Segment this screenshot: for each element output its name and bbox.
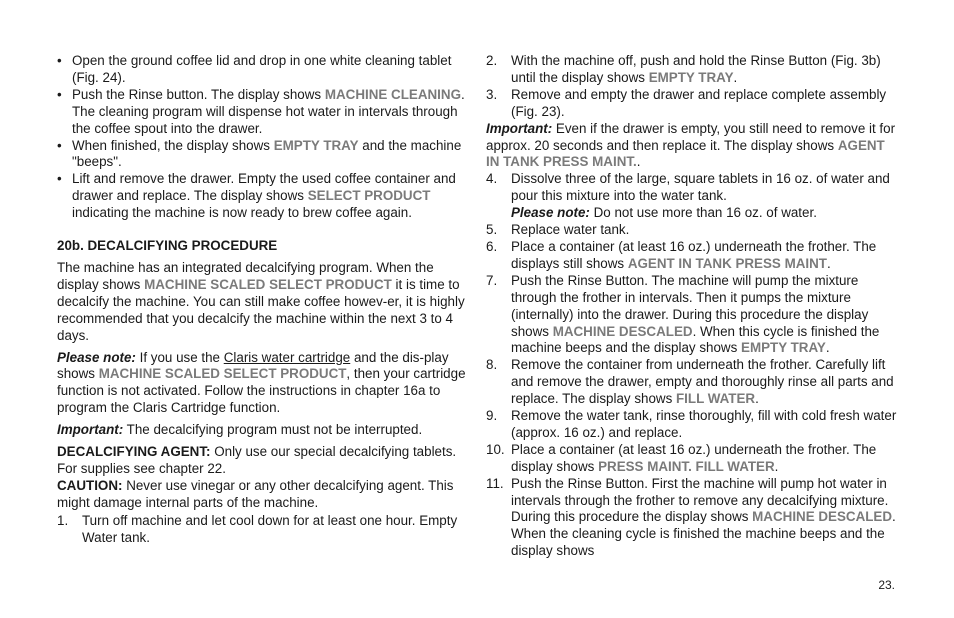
display-message: MACHINE DESCALED bbox=[752, 509, 893, 525]
numbered-step bbox=[486, 442, 900, 476]
text-segment: , then your cartridge function is not activated. Follow the instructions in chapter 16a to program the Claris Cartridge function. bbox=[57, 366, 466, 416]
numbered-step bbox=[486, 222, 900, 239]
numbered-step bbox=[486, 476, 900, 561]
text-segment: it is time to decalcify the machine. You can still make coffee howev-er, it is highly recommended that you decalcify the machine within the next 3 to 4 days. bbox=[57, 276, 465, 343]
numbered-step bbox=[57, 513, 471, 547]
emphasis-text: CAUTION: bbox=[57, 477, 123, 493]
text-segment: The machine has an integrated decalcifying program. When the display shows bbox=[57, 259, 434, 292]
numbered-step bbox=[486, 273, 900, 358]
display-message: EMPTY TRAY bbox=[273, 137, 359, 153]
step-number: 10. bbox=[486, 441, 505, 457]
step-number: 6. bbox=[486, 238, 498, 254]
page-number: 23. bbox=[878, 578, 895, 592]
paragraph bbox=[57, 350, 471, 418]
text-segment: Remove and empty the drawer and replace complete assembly (Fig. 23). bbox=[511, 86, 887, 119]
text-segment: Turn off machine and let cool down for at least one hour. Empty Water tank. bbox=[82, 512, 458, 545]
text-segment: . When the cleaning cycle is finished the machine beeps and the display shows bbox=[511, 509, 896, 559]
text-segment: and the dis-play shows bbox=[57, 349, 449, 382]
numbered-step bbox=[486, 408, 900, 442]
intro-paragraphs bbox=[57, 260, 471, 439]
display-message: PRESS MAINT. FILL WATER bbox=[598, 458, 775, 474]
text-segment: and the machine "beeps". bbox=[72, 137, 462, 170]
text-segment: Open the ground coffee lid and drop in one white cleaning tablet (Fig. 24). bbox=[72, 53, 452, 85]
text-segment: Push the Rinse Button. First the machine will pump hot water in intervals through the frother to remove any decalcifying mixture. During this procedure the display shows bbox=[511, 475, 889, 525]
text-segment: . bbox=[733, 69, 738, 85]
display-message: MACHINE DESCALED bbox=[552, 323, 693, 339]
left-column bbox=[57, 53, 471, 546]
bullet-item bbox=[57, 171, 471, 222]
step-number: 2. bbox=[486, 53, 498, 68]
text-segment: Remove the water tank, rinse thoroughly, fill with cold fresh water (approx. 16 oz.) and replace. bbox=[511, 408, 897, 440]
text-segment: . bbox=[826, 255, 831, 271]
cleaning-bullet-list bbox=[57, 53, 471, 222]
text-segment: Do not use more than 16 oz. of water. bbox=[589, 205, 817, 221]
numbered-step bbox=[486, 357, 900, 408]
decalcifying-agent-paragraph bbox=[57, 444, 471, 478]
display-message: FILL WATER bbox=[676, 391, 756, 407]
text-segment: Even if the drawer is empty, you still need to remove it for approx. 20 seconds and then replace it. The display shows bbox=[486, 120, 896, 153]
text-segment: indicating the machine is now ready to brew coffee again. bbox=[72, 205, 412, 221]
emphasis-text: Important: bbox=[57, 422, 124, 438]
text-segment: Remove the container from underneath the frother. Carefully lift and remove the drawer, empty and thoroughly rinse all parts and replace. The display shows bbox=[511, 357, 894, 407]
step-number: 4. bbox=[486, 171, 498, 187]
step-number: 9. bbox=[486, 408, 498, 424]
step-number: 3. bbox=[486, 86, 498, 102]
bullet-item bbox=[57, 53, 471, 87]
display-message: MACHINE SCALED SELECT PRODUCT bbox=[144, 276, 392, 292]
bullet-item bbox=[57, 138, 471, 172]
text-segment: Push the Rinse button. The display shows bbox=[72, 86, 325, 102]
text-segment: The decalcifying program must not be interrupted. bbox=[123, 422, 423, 438]
emphasis-text: Please note: bbox=[57, 349, 136, 365]
numbered-step bbox=[486, 87, 900, 121]
important-paragraph bbox=[486, 121, 900, 172]
text-segment: Dissolve three of the large, square tablets in 16 oz. of water and pour this mixture into the water tank. bbox=[511, 171, 890, 204]
paragraph bbox=[57, 260, 471, 345]
caution-paragraph bbox=[57, 478, 471, 512]
text-segment: Push the Rinse Button. The machine will pump the mixture through the frother in intervals. Then it pumps the mixture (internally) into the drawer. During this procedure the display shows bbox=[511, 272, 869, 339]
text-segment: With the machine off, push and hold the Rinse Button (Fig. 3b) until the display shows bbox=[511, 53, 881, 85]
step-note bbox=[511, 205, 900, 222]
text-segment: Place a container (at least 16 oz.) underneath the frother. The display shows bbox=[511, 441, 877, 474]
emphasis-text: DECALCIFYING AGENT: bbox=[57, 444, 211, 460]
emphasis-text: Please note: bbox=[511, 205, 590, 221]
underlined-text: Claris water cartridge bbox=[223, 349, 351, 365]
text-segment: Lift and remove the drawer. Empty the used coffee container and drawer and replace. The display shows bbox=[72, 171, 456, 204]
display-message: AGENT IN TANK PRESS MAINT bbox=[627, 255, 827, 271]
numbered-step bbox=[486, 239, 900, 273]
text-segment: When finished, the display shows bbox=[72, 137, 274, 153]
bullet-item bbox=[57, 87, 471, 138]
text-segment: . The cleaning program will dispense hot water in intervals through the coffee spout into the drawer. bbox=[72, 86, 465, 136]
numbered-step bbox=[486, 171, 900, 222]
display-message: MACHINE CLEANING bbox=[324, 86, 461, 102]
step-number: 7. bbox=[486, 272, 498, 288]
display-message: SELECT PRODUCT bbox=[307, 188, 431, 204]
step-list-left bbox=[57, 513, 471, 547]
step-number: 1. bbox=[57, 512, 69, 528]
display-message: EMPTY TRAY bbox=[741, 340, 826, 356]
step-number: 8. bbox=[486, 357, 498, 373]
text-segment: Never use vinegar or any other decalcifying agent. This might damage internal parts of the machine. bbox=[57, 477, 454, 510]
display-message: MACHINE SCALED SELECT PRODUCT bbox=[98, 366, 347, 382]
display-message: AGENT IN TANK PRESS MAINT. bbox=[486, 137, 885, 170]
emphasis-text: Important: bbox=[486, 120, 553, 136]
text-segment: . bbox=[774, 458, 779, 474]
step-list-right-a bbox=[486, 53, 900, 121]
text-segment: Place a container (at least 16 oz.) underneath the frother. The displays still shows bbox=[511, 238, 877, 271]
step-number: 5. bbox=[486, 222, 498, 238]
text-segment: . bbox=[755, 391, 759, 407]
text-segment: . bbox=[636, 154, 641, 170]
step-number: 11. bbox=[486, 475, 504, 491]
display-message: EMPTY TRAY bbox=[648, 69, 734, 85]
right-column bbox=[486, 53, 900, 560]
paragraph bbox=[57, 422, 471, 439]
text-segment: Only use our special decalcifying tablets. For supplies see chapter 22. bbox=[57, 444, 457, 476]
section-heading: 20b. DECALCIFYING PROCEDURE bbox=[57, 238, 278, 254]
text-segment: . When this cycle is finished the machine beeps and the display shows bbox=[511, 323, 880, 356]
text-segment: . bbox=[825, 340, 830, 356]
numbered-step bbox=[486, 53, 900, 87]
text-segment: If you use the bbox=[135, 349, 224, 365]
step-list-right-b bbox=[486, 171, 900, 560]
text-segment: Replace water tank. bbox=[511, 222, 630, 238]
